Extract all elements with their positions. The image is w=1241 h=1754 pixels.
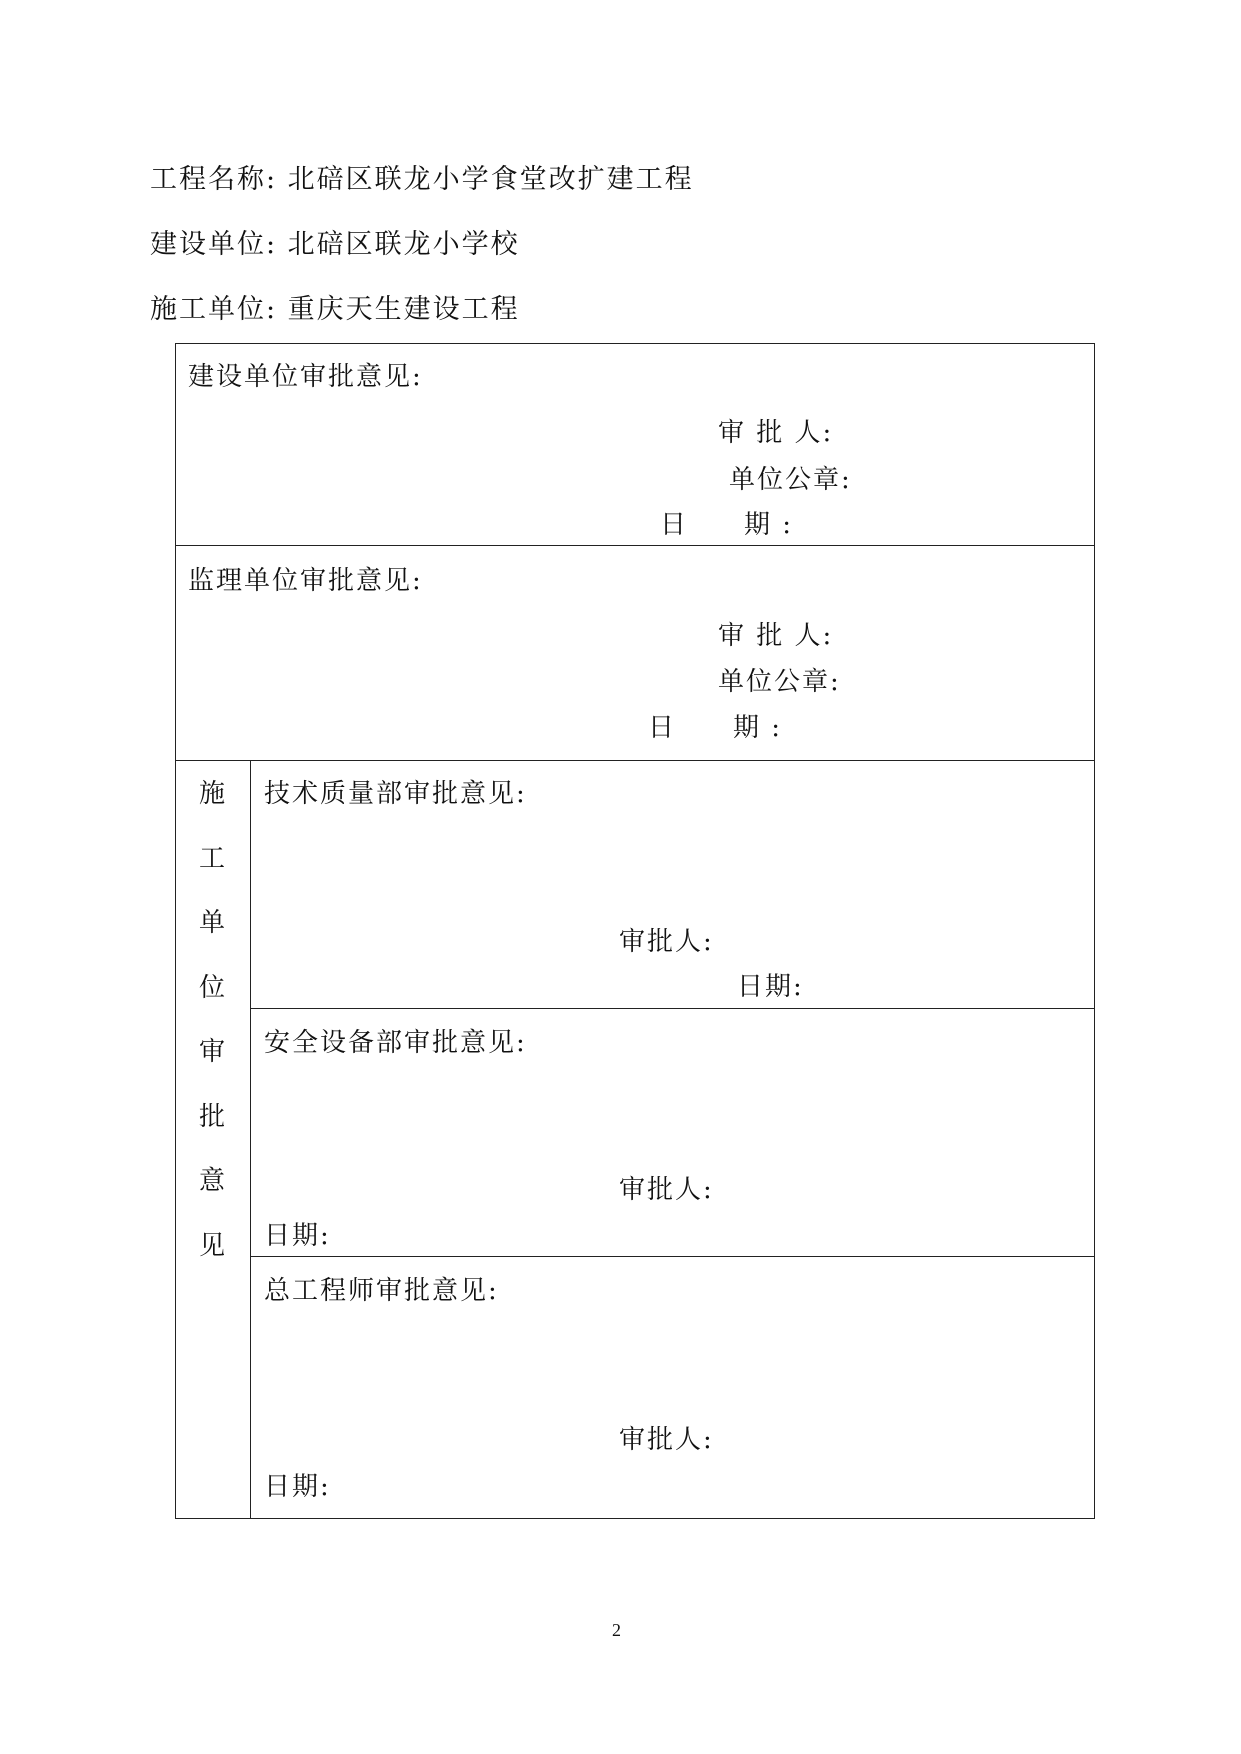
contractor-label-char: 单 <box>199 908 226 938</box>
contractor-label-char: 见 <box>199 1231 226 1261</box>
safety-equipment-approver-label: 审批人: <box>619 1175 714 1205</box>
builder-approval-title: 建设单位审批意见: <box>188 362 423 392</box>
chief-engineer-approver-label: 审批人: <box>619 1425 714 1455</box>
tech-quality-date-label: 日期: <box>737 972 804 1002</box>
safety-equipment-date-label: 日期: <box>264 1221 331 1251</box>
supervisor-approval-title: 监理单位审批意见: <box>188 566 423 596</box>
supervisor-date-char2: 期 : <box>733 713 783 743</box>
chief-engineer-title: 总工程师审批意见: <box>264 1276 499 1306</box>
tech-quality-approver-label: 审批人: <box>619 927 714 957</box>
page-number: 2 <box>612 1620 621 1640</box>
row-divider-2 <box>175 760 1095 761</box>
contractor-label-char: 位 <box>199 973 226 1003</box>
project-name-line: 工程名称: 北碚区联龙小学食堂改扩建工程 <box>150 164 694 195</box>
builder-date-char1: 日 <box>660 510 689 540</box>
contractor-label-char: 批 <box>199 1102 226 1132</box>
builder-unit-line: 建设单位: 北碚区联龙小学校 <box>150 229 520 260</box>
contractor-label-char: 意 <box>199 1166 226 1196</box>
row-divider-1 <box>175 545 1095 546</box>
supervisor-approver-label: 审 批 人: <box>718 621 834 651</box>
builder-approver-label: 审 批 人: <box>718 418 834 448</box>
chief-engineer-date-label: 日期: <box>264 1472 331 1502</box>
contractor-unit-line: 施工单位: 重庆天生建设工程 <box>150 294 520 325</box>
supervisor-seal-label: 单位公章: <box>718 667 841 697</box>
builder-seal-label: 单位公章: <box>729 465 852 495</box>
contractor-column-divider <box>250 760 251 1519</box>
contractor-label-char: 工 <box>199 844 226 874</box>
tech-quality-title: 技术质量部审批意见: <box>264 779 527 809</box>
supervisor-date-char1: 日 <box>648 713 677 743</box>
row-divider-4 <box>250 1256 1095 1257</box>
safety-equipment-title: 安全设备部审批意见: <box>264 1028 527 1058</box>
builder-date-char2: 期 : <box>744 510 794 540</box>
contractor-label-char: 审 <box>199 1037 226 1067</box>
row-divider-3 <box>250 1008 1095 1009</box>
contractor-label-char: 施 <box>199 779 226 809</box>
